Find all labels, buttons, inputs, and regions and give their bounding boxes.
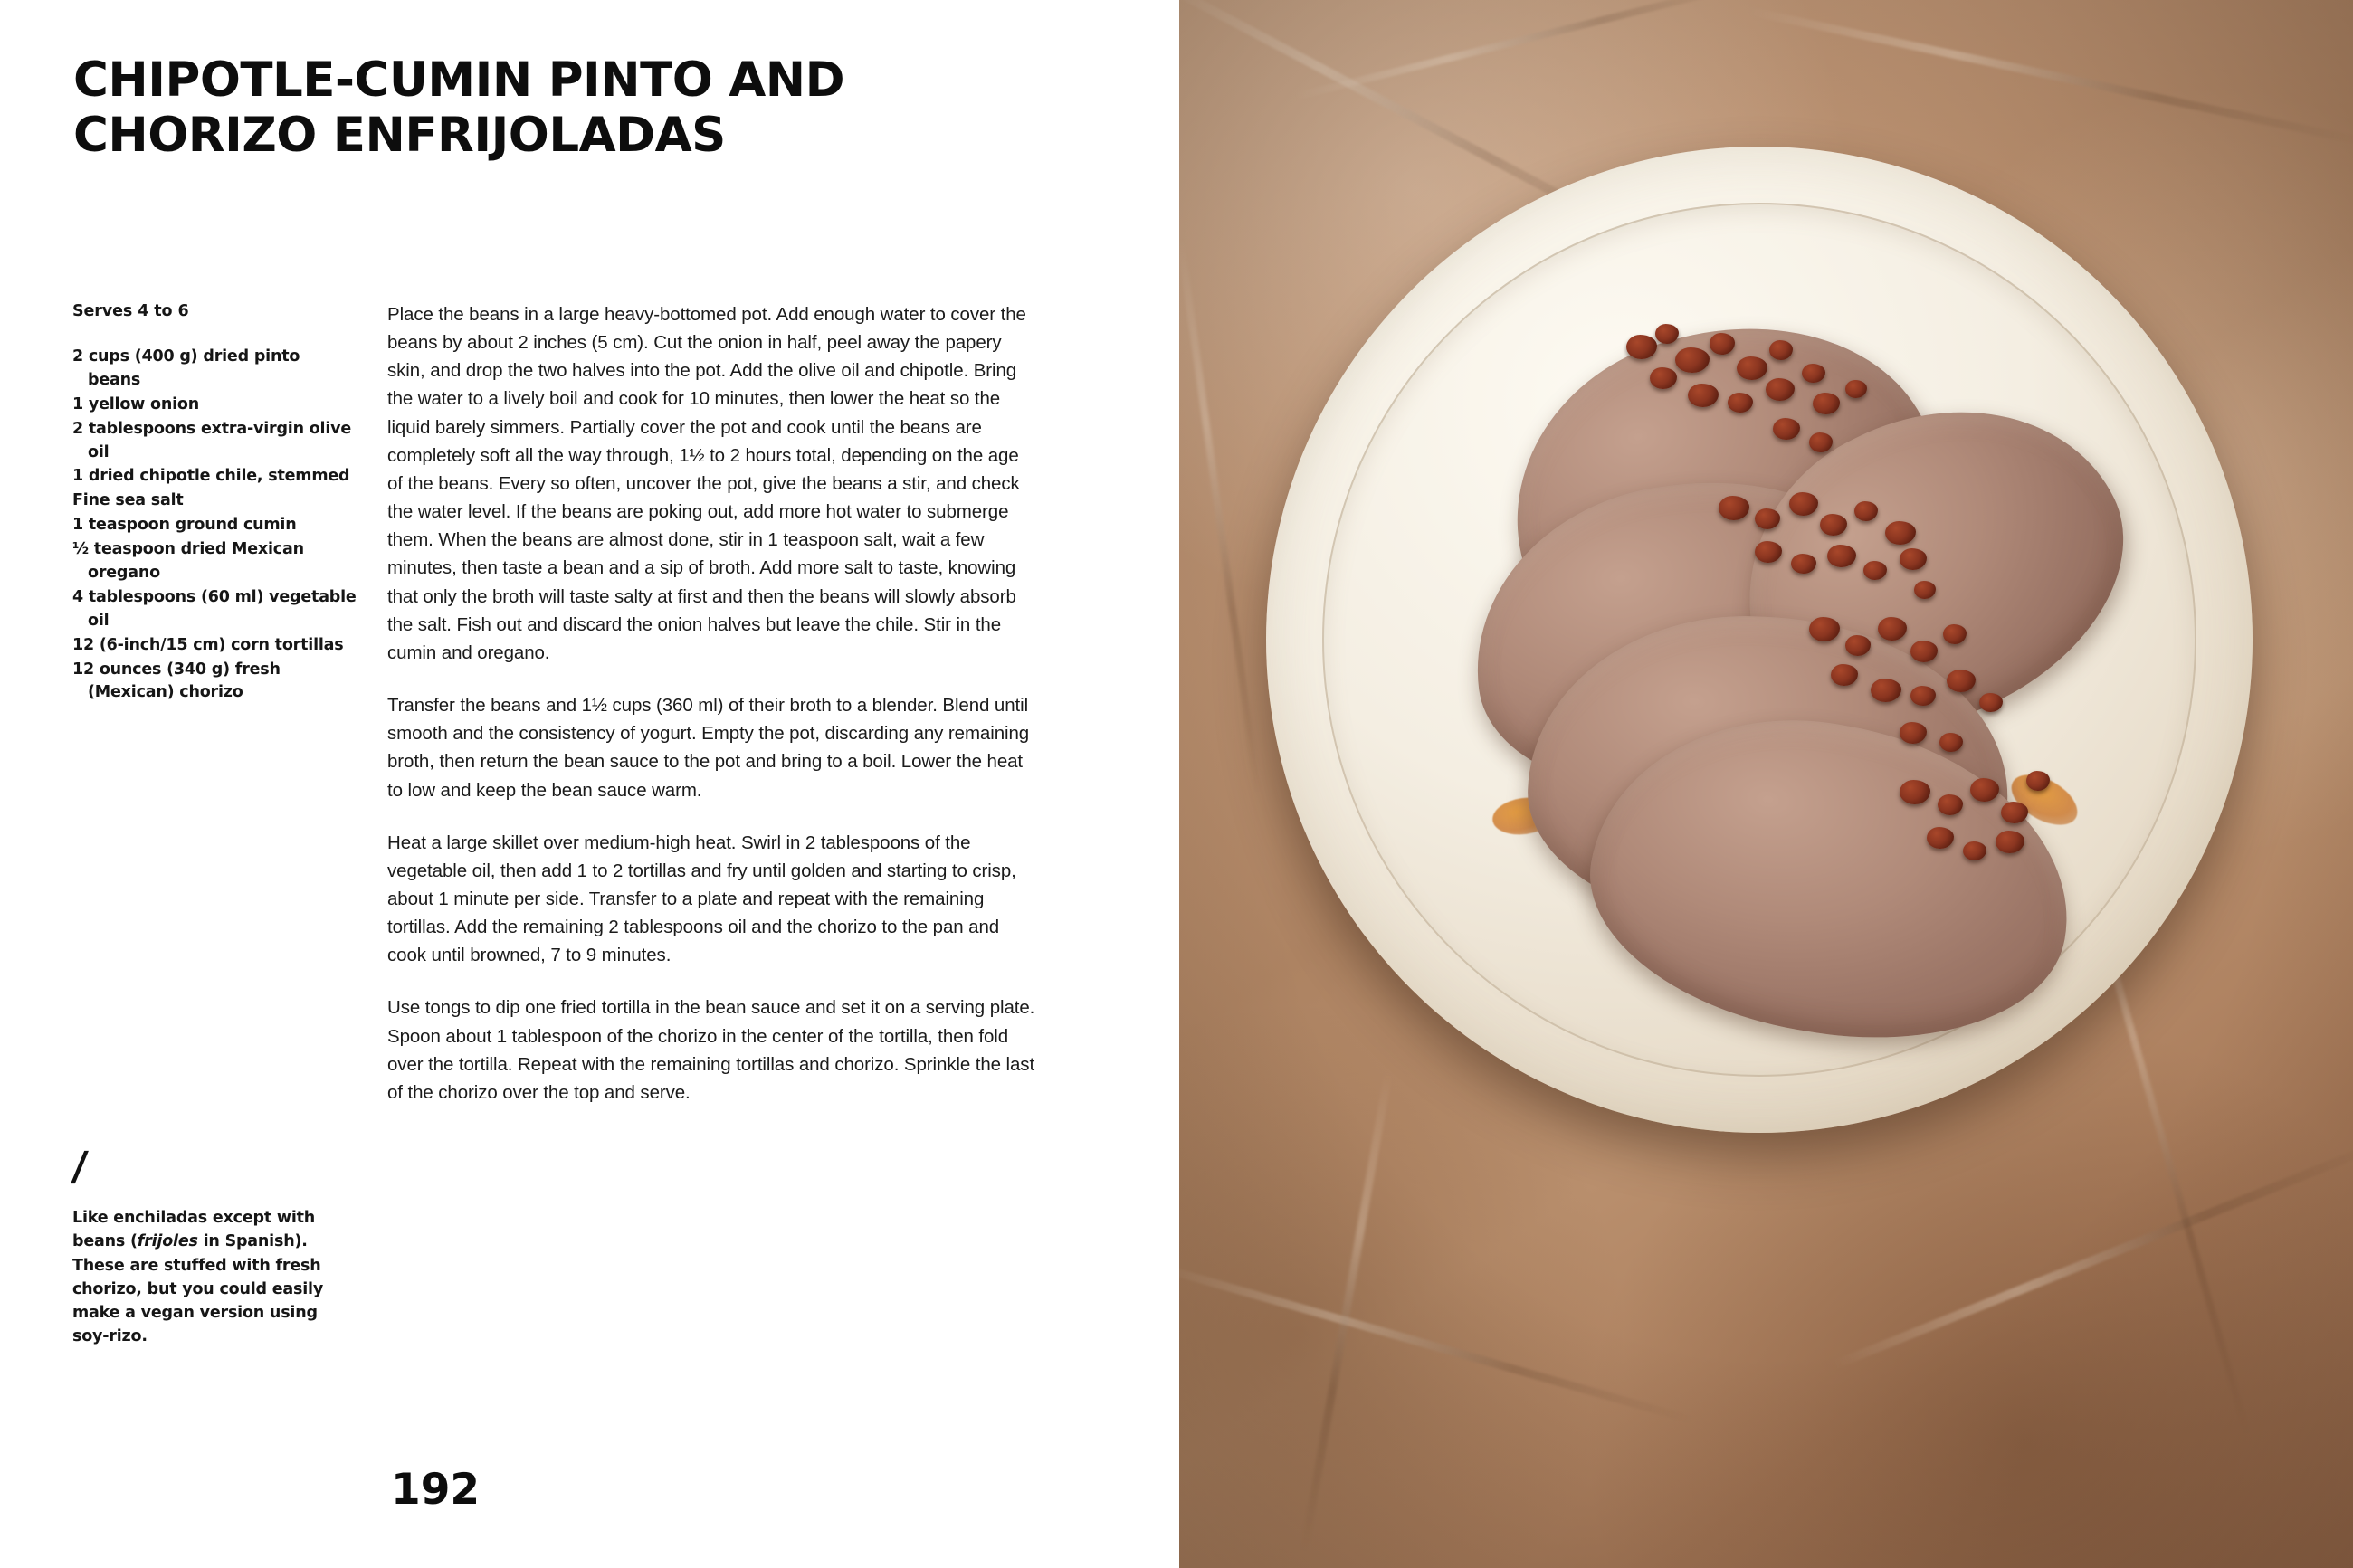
list-item: 2 cups (400 g) dried pinto beans (72, 347, 300, 389)
method-step: Transfer the beans and 1½ cups (360 ml) of their broth to a blender. Blend until smooth and the consistency of yogurt. Empty the pot, discarding any remaining broth, then return the bean sauce to the pot and bring to a boil. Lower the heat to low and keep the bean sauce warm. (387, 695, 1030, 801)
page-number: 192 (391, 1465, 481, 1515)
list-item: 1 teaspoon ground cumin (72, 516, 297, 535)
list-item: ½ teaspoon dried Mexican oregano (72, 540, 304, 583)
method-step: Heat a large skillet over medium-high heat. Swirl in 2 tablespoons of the vegetable oil, then add 1 to 2 tortillas and fry until golden and starting to crisp, about 1 minute per side. Transfer to a plate and repeat with the remaining tortillas. Add the remaining 2 tablespoons oil and the chorizo to the pan and cook until browned, 7 to 9 minutes. (387, 832, 1016, 966)
recipe-photo-page (1179, 0, 2353, 1568)
headnote (70, 1144, 344, 1349)
list-item: 1 dried chipotle chile, stemmed (72, 467, 350, 486)
method-step: Place the beans in a large heavy-bottomed pot. Add enough water to cover the beans by about 2 inches (5 cm). Cut the onion in half, peel away the papery skin, and drop the two halves into the pot. Add the olive oil and chipotle. Bring the water to a lively boil and cook for 10 minutes, then lower the heat so the liquid barely simmers. Partially cover the pot and cook until the beans are completely soft all the way through, 1½ to 2 hours total, depending on the age of the beans. Every so often, uncover the pot, give the beans a stir, and check the water level. If the beans are poking out, add more hot water to submerge them. When the beans are almost done, stir in 1 teaspoon salt, wait a few minutes, then taste a bean and a sip of broth. Add more salt to taste, knowing that only the broth will taste salty at first and then the beans will slowly absorb the salt. Fish out and discard the onion halves but leave the chile. Stir in the cumin and oregano. (387, 304, 1026, 663)
list-item: Fine sea salt (72, 491, 184, 510)
ingredients-list (72, 346, 357, 705)
headnote-suffix: in Spanish). These are stuffed with fresh chorizo, but you could easily make a vegan version using soy-rizo. (72, 1232, 324, 1346)
list-item: 4 tablespoons (60 ml) vegetable oil (72, 587, 357, 630)
list-item: 2 tablespoons extra-virgin olive oil (72, 419, 352, 461)
method-column (387, 300, 1039, 1131)
list-item: 12 ounces (340 g) fresh (Mexican) chorizo (72, 660, 281, 702)
white-plate (1266, 147, 2253, 1133)
headnote-italic: frijoles (137, 1232, 198, 1251)
serves-label: Serves 4 to 6 (72, 302, 189, 320)
list-item: 12 (6-inch/15 cm) corn tortillas (72, 635, 344, 654)
page-title: CHIPOTLE-CUMIN PINTO AND CHORIZO ENFRIJOLADAS (73, 52, 845, 164)
list-item: 1 yellow onion (72, 394, 199, 413)
headnote-prefix: Like enchiladas except with beans ( (72, 1209, 316, 1251)
ingredients-column (72, 302, 357, 706)
slash-icon: / (70, 1144, 90, 1190)
method-step: Use tongs to dip one fried tortilla in the bean sauce and set it on a serving plate. Spoon about 1 tablespoon of the chorizo in the center of the tortilla, then fold over the tortilla. Repeat with the remaining tortillas and chorizo. Sprinkle the last of the chorizo over the top and serve. (387, 997, 1035, 1103)
headnote-text (72, 1206, 344, 1349)
